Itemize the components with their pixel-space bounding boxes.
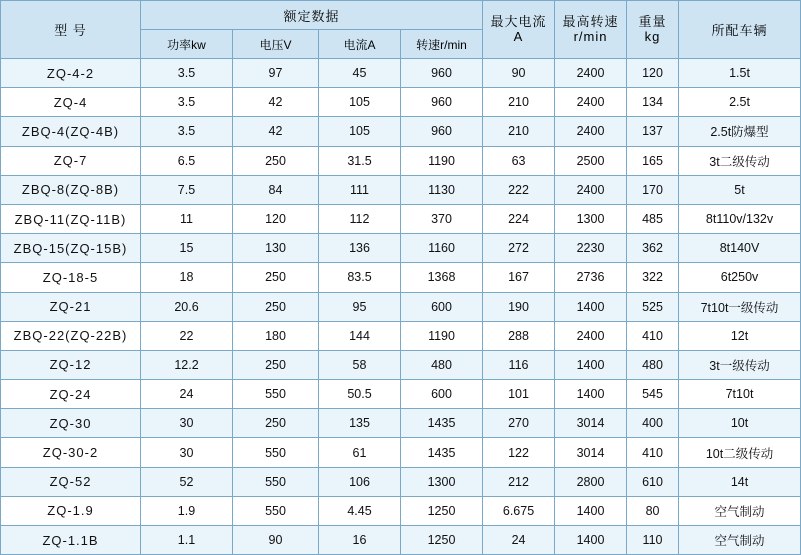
cell-max-speed: 1400 xyxy=(555,380,627,409)
cell-vehicle: 12t xyxy=(679,321,801,350)
cell-weight: 120 xyxy=(627,59,679,88)
cell-voltage: 130 xyxy=(233,234,319,263)
cell-model: ZQ-4 xyxy=(1,88,141,117)
cell-weight: 545 xyxy=(627,380,679,409)
cell-current: 45 xyxy=(319,59,401,88)
header-max-current-label: 最大电流 xyxy=(490,13,547,29)
cell-max-current: 122 xyxy=(483,438,555,467)
table-row xyxy=(1,526,801,555)
cell-speed: 1250 xyxy=(401,526,483,555)
table-row xyxy=(1,292,801,321)
cell-max-current: 222 xyxy=(483,175,555,204)
table-row xyxy=(1,59,801,88)
cell-voltage: 250 xyxy=(233,292,319,321)
cell-vehicle: 14t xyxy=(679,467,801,496)
cell-power: 18 xyxy=(141,263,233,292)
table-row xyxy=(1,88,801,117)
header-max-speed-label: 最高转速 xyxy=(562,13,619,29)
cell-max-current: 210 xyxy=(483,88,555,117)
cell-max-speed: 2400 xyxy=(555,59,627,88)
cell-speed: 1435 xyxy=(401,438,483,467)
cell-max-current: 24 xyxy=(483,526,555,555)
cell-max-speed: 2500 xyxy=(555,146,627,175)
cell-weight: 165 xyxy=(627,146,679,175)
cell-power: 22 xyxy=(141,321,233,350)
cell-power: 3.5 xyxy=(141,59,233,88)
header-voltage: 电压V xyxy=(233,30,319,59)
cell-power: 30 xyxy=(141,438,233,467)
cell-weight: 610 xyxy=(627,467,679,496)
cell-vehicle: 7t10t一级传动 xyxy=(679,292,801,321)
cell-power: 3.5 xyxy=(141,88,233,117)
cell-vehicle: 2.5t防爆型 xyxy=(679,117,801,146)
cell-current: 144 xyxy=(319,321,401,350)
table-row xyxy=(1,438,801,467)
table-body xyxy=(1,59,801,555)
cell-max-speed: 1400 xyxy=(555,292,627,321)
cell-speed: 1130 xyxy=(401,175,483,204)
cell-max-current: 190 xyxy=(483,292,555,321)
cell-voltage: 250 xyxy=(233,350,319,379)
cell-weight: 410 xyxy=(627,321,679,350)
cell-current: 4.45 xyxy=(319,496,401,525)
cell-speed: 960 xyxy=(401,88,483,117)
cell-power: 1.9 xyxy=(141,496,233,525)
cell-max-speed: 2400 xyxy=(555,321,627,350)
cell-current: 58 xyxy=(319,350,401,379)
cell-model: ZBQ-22(ZQ-22B) xyxy=(1,321,141,350)
header-max-speed xyxy=(555,1,627,59)
cell-power: 12.2 xyxy=(141,350,233,379)
cell-weight: 362 xyxy=(627,234,679,263)
cell-vehicle: 3t一级传动 xyxy=(679,350,801,379)
cell-voltage: 90 xyxy=(233,526,319,555)
cell-weight: 134 xyxy=(627,88,679,117)
cell-power: 52 xyxy=(141,467,233,496)
cell-speed: 370 xyxy=(401,204,483,233)
cell-max-current: 63 xyxy=(483,146,555,175)
cell-current: 105 xyxy=(319,88,401,117)
cell-max-speed: 1300 xyxy=(555,204,627,233)
cell-power: 15 xyxy=(141,234,233,263)
cell-model: ZQ-7 xyxy=(1,146,141,175)
table-row xyxy=(1,409,801,438)
header-speed: 转速r/min xyxy=(401,30,483,59)
cell-weight: 110 xyxy=(627,526,679,555)
cell-max-current: 288 xyxy=(483,321,555,350)
cell-max-speed: 2800 xyxy=(555,467,627,496)
table-row xyxy=(1,117,801,146)
cell-weight: 322 xyxy=(627,263,679,292)
cell-max-current: 210 xyxy=(483,117,555,146)
cell-speed: 1250 xyxy=(401,496,483,525)
cell-speed: 1190 xyxy=(401,146,483,175)
cell-speed: 1160 xyxy=(401,234,483,263)
cell-max-current: 224 xyxy=(483,204,555,233)
cell-model: ZQ-1.9 xyxy=(1,496,141,525)
cell-current: 50.5 xyxy=(319,380,401,409)
cell-voltage: 550 xyxy=(233,438,319,467)
cell-voltage: 550 xyxy=(233,496,319,525)
cell-speed: 1300 xyxy=(401,467,483,496)
header-weight xyxy=(627,1,679,59)
cell-speed: 480 xyxy=(401,350,483,379)
cell-max-speed: 3014 xyxy=(555,438,627,467)
header-current: 电流A xyxy=(319,30,401,59)
table-row xyxy=(1,146,801,175)
table-row xyxy=(1,263,801,292)
cell-model: ZQ-30-2 xyxy=(1,438,141,467)
cell-max-current: 270 xyxy=(483,409,555,438)
header-max-speed-unit: r/min xyxy=(573,28,608,44)
cell-model: ZQ-21 xyxy=(1,292,141,321)
header-max-current-unit: A xyxy=(513,28,524,44)
table-row xyxy=(1,380,801,409)
cell-max-speed: 1400 xyxy=(555,350,627,379)
cell-model: ZQ-4-2 xyxy=(1,59,141,88)
cell-vehicle: 10t xyxy=(679,409,801,438)
table-header-row-1 xyxy=(1,1,801,30)
cell-current: 61 xyxy=(319,438,401,467)
cell-speed: 1368 xyxy=(401,263,483,292)
cell-weight: 410 xyxy=(627,438,679,467)
cell-weight: 480 xyxy=(627,350,679,379)
header-model: 型 号 xyxy=(1,1,141,59)
cell-current: 31.5 xyxy=(319,146,401,175)
cell-voltage: 550 xyxy=(233,467,319,496)
cell-current: 16 xyxy=(319,526,401,555)
cell-speed: 1190 xyxy=(401,321,483,350)
cell-weight: 80 xyxy=(627,496,679,525)
cell-max-speed: 2736 xyxy=(555,263,627,292)
cell-model: ZQ-52 xyxy=(1,467,141,496)
cell-model: ZQ-12 xyxy=(1,350,141,379)
cell-max-speed: 2400 xyxy=(555,117,627,146)
cell-current: 136 xyxy=(319,234,401,263)
cell-weight: 137 xyxy=(627,117,679,146)
cell-current: 135 xyxy=(319,409,401,438)
cell-max-speed: 2400 xyxy=(555,88,627,117)
cell-weight: 525 xyxy=(627,292,679,321)
cell-power: 24 xyxy=(141,380,233,409)
table-row xyxy=(1,496,801,525)
cell-power: 6.5 xyxy=(141,146,233,175)
header-rated-data: 额定数据 xyxy=(141,1,483,30)
cell-current: 112 xyxy=(319,204,401,233)
table-row xyxy=(1,204,801,233)
cell-power: 20.6 xyxy=(141,292,233,321)
cell-model: ZQ-1.1B xyxy=(1,526,141,555)
cell-vehicle: 空气制动 xyxy=(679,496,801,525)
cell-voltage: 84 xyxy=(233,175,319,204)
cell-vehicle: 8t140V xyxy=(679,234,801,263)
header-power: 功率kw xyxy=(141,30,233,59)
header-weight-unit: kg xyxy=(644,28,661,44)
cell-vehicle: 5t xyxy=(679,175,801,204)
cell-voltage: 97 xyxy=(233,59,319,88)
cell-model: ZBQ-8(ZQ-8B) xyxy=(1,175,141,204)
cell-model: ZQ-30 xyxy=(1,409,141,438)
cell-model: ZBQ-15(ZQ-15B) xyxy=(1,234,141,263)
cell-weight: 485 xyxy=(627,204,679,233)
table-row xyxy=(1,350,801,379)
header-weight-label: 重量 xyxy=(638,13,667,29)
cell-current: 105 xyxy=(319,117,401,146)
cell-voltage: 250 xyxy=(233,146,319,175)
cell-max-speed: 1400 xyxy=(555,496,627,525)
cell-model: ZQ-24 xyxy=(1,380,141,409)
cell-model: ZBQ-11(ZQ-11B) xyxy=(1,204,141,233)
cell-vehicle: 2.5t xyxy=(679,88,801,117)
table-row xyxy=(1,234,801,263)
cell-power: 30 xyxy=(141,409,233,438)
cell-model: ZQ-18-5 xyxy=(1,263,141,292)
cell-vehicle: 1.5t xyxy=(679,59,801,88)
cell-voltage: 250 xyxy=(233,263,319,292)
cell-weight: 400 xyxy=(627,409,679,438)
header-vehicle: 所配车辆 xyxy=(679,1,801,59)
cell-max-speed: 3014 xyxy=(555,409,627,438)
cell-power: 7.5 xyxy=(141,175,233,204)
cell-weight: 170 xyxy=(627,175,679,204)
cell-voltage: 42 xyxy=(233,88,319,117)
cell-vehicle: 6t250v xyxy=(679,263,801,292)
cell-speed: 1435 xyxy=(401,409,483,438)
cell-max-current: 272 xyxy=(483,234,555,263)
cell-max-current: 116 xyxy=(483,350,555,379)
cell-vehicle: 空气制动 xyxy=(679,526,801,555)
cell-max-current: 101 xyxy=(483,380,555,409)
cell-voltage: 250 xyxy=(233,409,319,438)
table-row xyxy=(1,321,801,350)
cell-max-current: 167 xyxy=(483,263,555,292)
cell-power: 11 xyxy=(141,204,233,233)
cell-current: 111 xyxy=(319,175,401,204)
cell-speed: 600 xyxy=(401,380,483,409)
cell-vehicle: 7t10t xyxy=(679,380,801,409)
cell-max-speed: 1400 xyxy=(555,526,627,555)
cell-max-current: 6.675 xyxy=(483,496,555,525)
cell-voltage: 120 xyxy=(233,204,319,233)
header-max-current xyxy=(483,1,555,59)
table-row xyxy=(1,467,801,496)
cell-voltage: 550 xyxy=(233,380,319,409)
cell-max-current: 212 xyxy=(483,467,555,496)
cell-current: 95 xyxy=(319,292,401,321)
cell-max-current: 90 xyxy=(483,59,555,88)
cell-current: 106 xyxy=(319,467,401,496)
table-row xyxy=(1,175,801,204)
cell-vehicle: 8t110v/132v xyxy=(679,204,801,233)
cell-speed: 960 xyxy=(401,59,483,88)
cell-current: 83.5 xyxy=(319,263,401,292)
cell-max-speed: 2400 xyxy=(555,175,627,204)
cell-vehicle: 10t二级传动 xyxy=(679,438,801,467)
cell-voltage: 42 xyxy=(233,117,319,146)
cell-voltage: 180 xyxy=(233,321,319,350)
cell-speed: 600 xyxy=(401,292,483,321)
cell-max-speed: 2230 xyxy=(555,234,627,263)
cell-model: ZBQ-4(ZQ-4B) xyxy=(1,117,141,146)
cell-vehicle: 3t二级传动 xyxy=(679,146,801,175)
cell-speed: 960 xyxy=(401,117,483,146)
cell-power: 1.1 xyxy=(141,526,233,555)
cell-power: 3.5 xyxy=(141,117,233,146)
